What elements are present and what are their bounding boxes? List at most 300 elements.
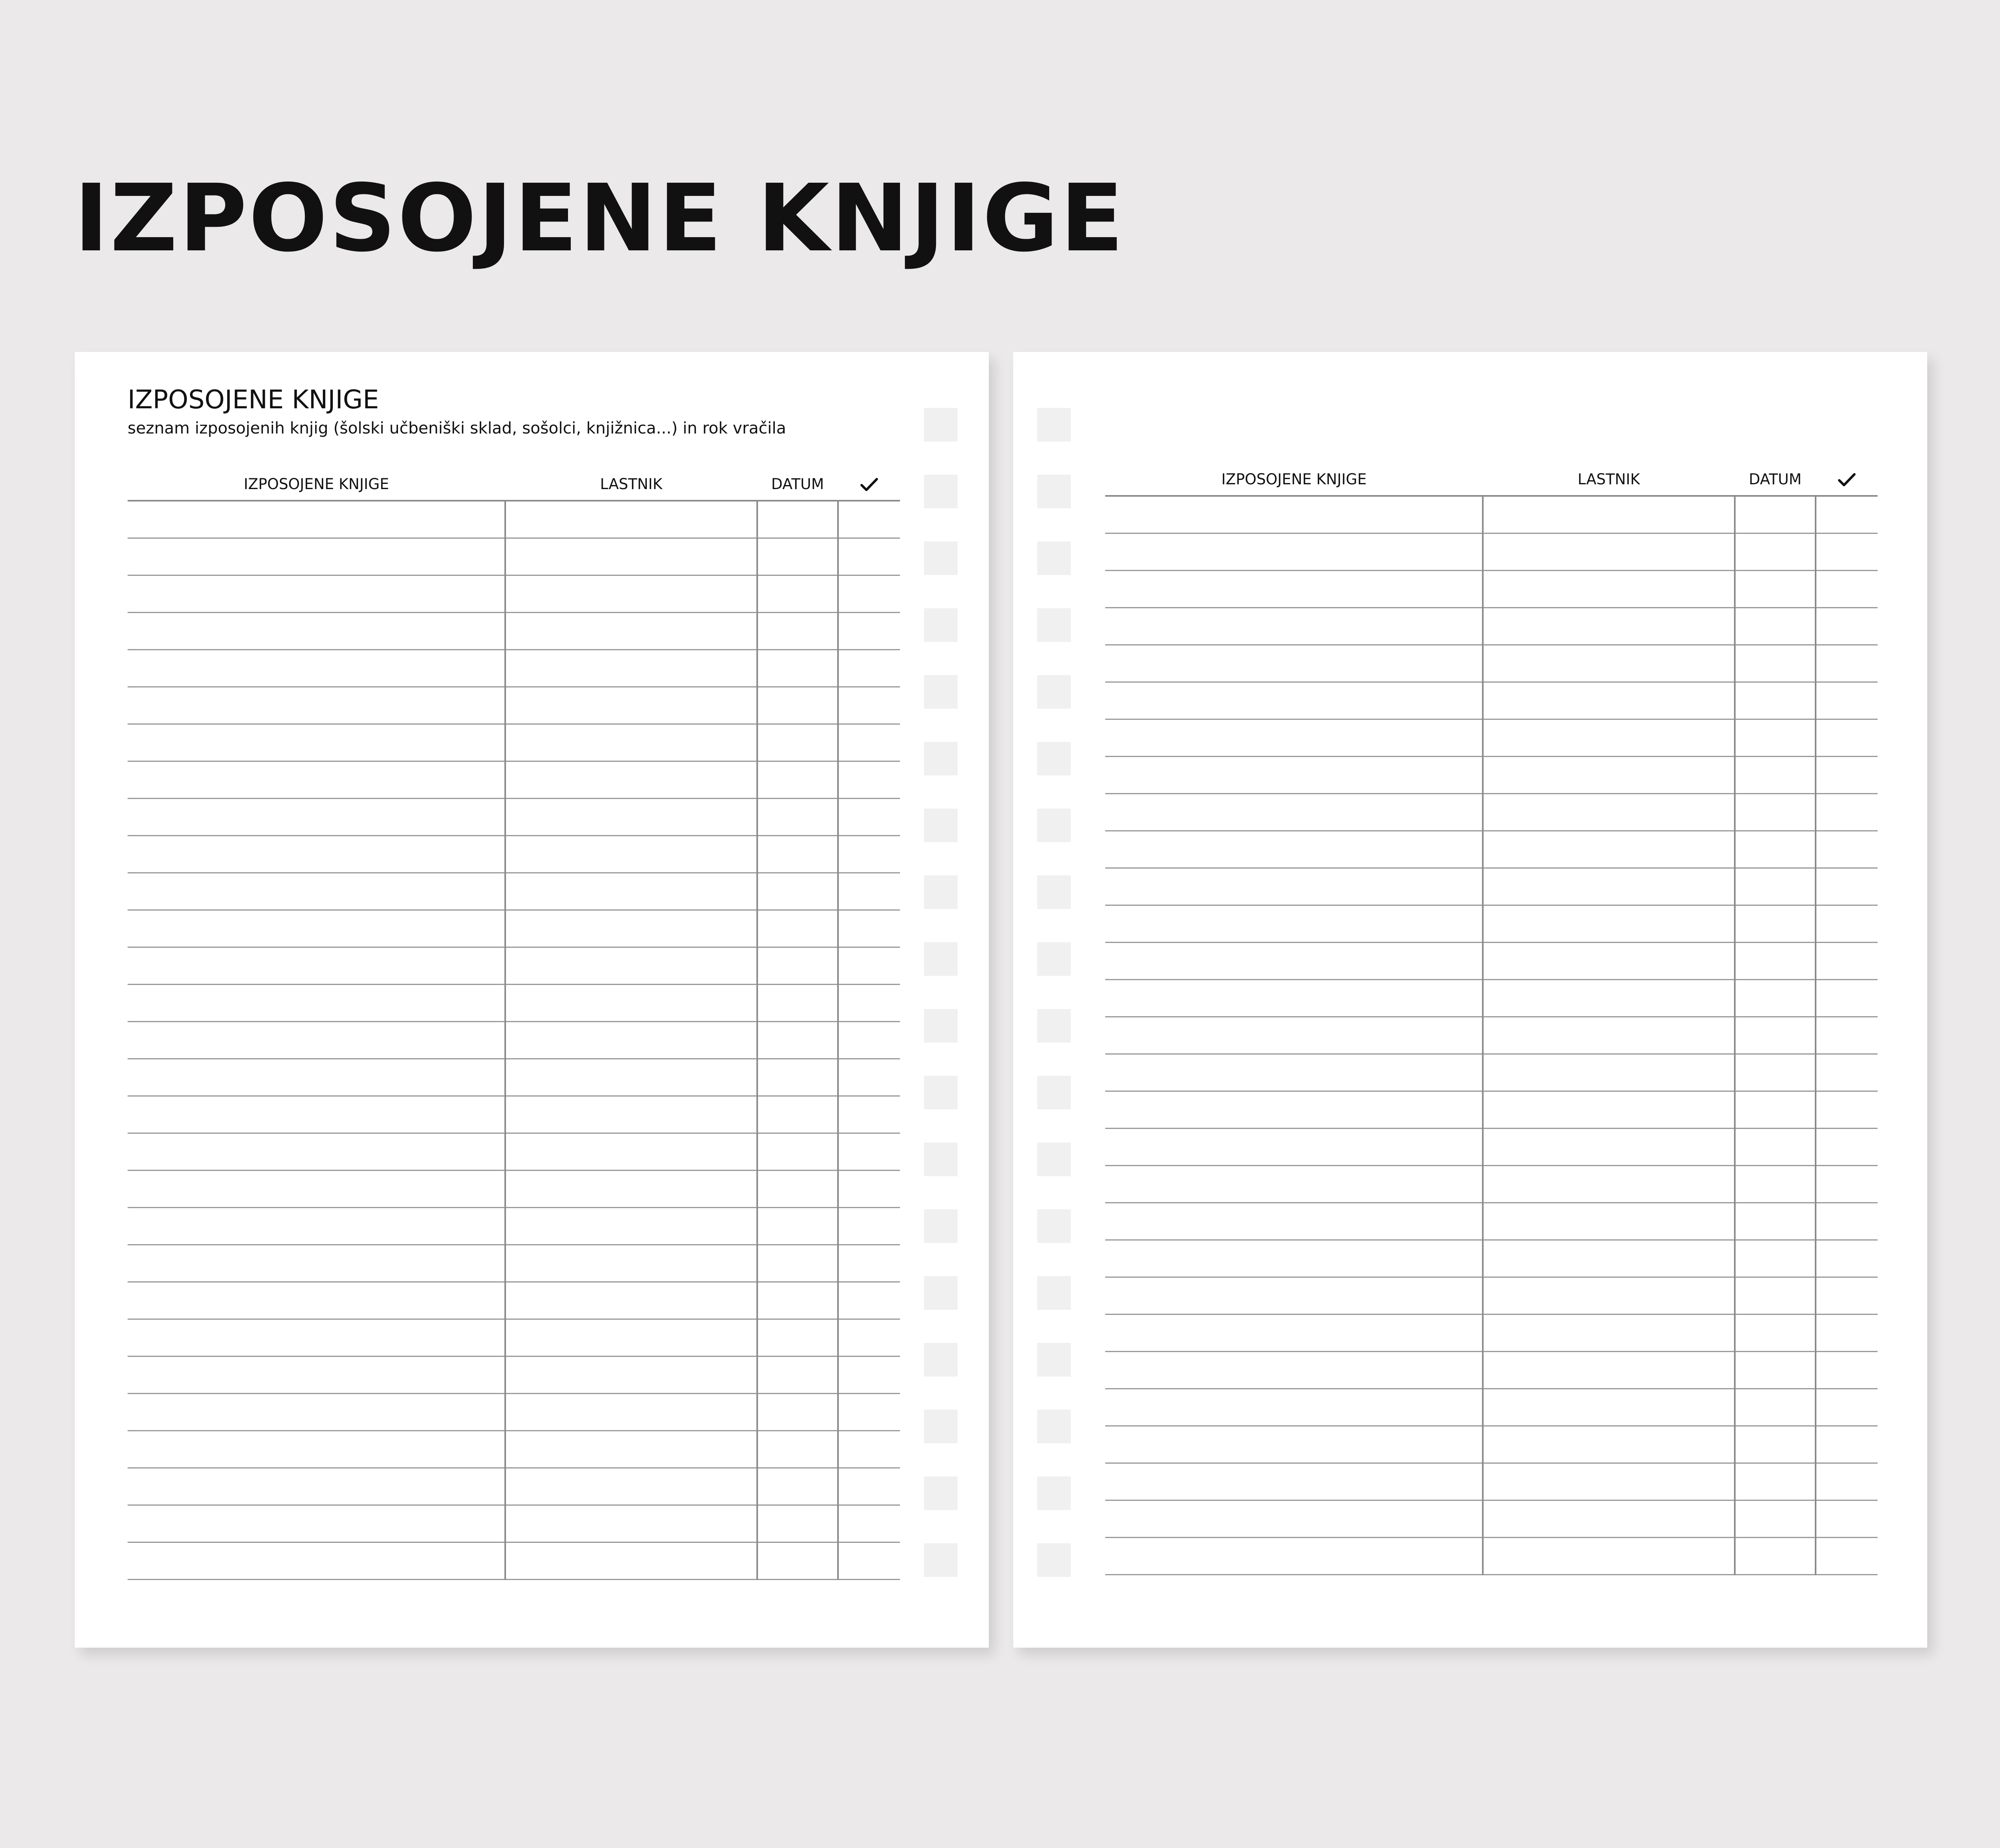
table-row [128, 761, 900, 799]
cell-date[interactable] [1735, 1538, 1816, 1575]
cell-returned[interactable] [1816, 571, 1878, 608]
cell-returned[interactable] [838, 985, 900, 1022]
cell-owner[interactable] [1483, 645, 1735, 682]
cell-book[interactable] [1105, 1538, 1483, 1575]
cell-date[interactable] [1735, 1017, 1816, 1054]
table-header-row [1105, 463, 1878, 496]
cell-owner[interactable] [505, 1059, 757, 1096]
cell-book[interactable] [1105, 1240, 1483, 1277]
cell-book[interactable] [128, 1394, 505, 1431]
cell-book[interactable] [128, 1133, 505, 1171]
cell-book[interactable] [128, 873, 505, 910]
cell-owner[interactable] [505, 613, 757, 650]
cell-date[interactable] [1735, 1166, 1816, 1203]
cell-returned[interactable] [838, 1171, 900, 1208]
cell-owner[interactable] [1483, 1277, 1735, 1315]
cell-returned[interactable] [1816, 1240, 1878, 1277]
cell-owner[interactable] [1483, 943, 1735, 980]
cell-returned[interactable] [838, 1022, 900, 1059]
cell-date[interactable] [757, 1468, 838, 1505]
cell-owner[interactable] [505, 650, 757, 687]
cell-date[interactable] [1735, 645, 1816, 682]
cell-returned[interactable] [1816, 1463, 1878, 1500]
cell-owner[interactable] [1483, 1017, 1735, 1054]
cell-owner[interactable] [1483, 831, 1735, 868]
borrowed-books-table [1105, 463, 1878, 1575]
side-tab[interactable] [1037, 809, 1071, 842]
cell-date[interactable] [1735, 831, 1816, 868]
cell-owner[interactable] [505, 1022, 757, 1059]
cell-book[interactable] [128, 1505, 505, 1542]
side-tab[interactable] [924, 809, 958, 842]
cell-returned[interactable] [1816, 1426, 1878, 1463]
side-tab[interactable] [1037, 1076, 1071, 1109]
cell-returned[interactable] [1816, 1315, 1878, 1352]
cell-date[interactable] [1735, 868, 1816, 905]
cell-owner[interactable] [1483, 1500, 1735, 1538]
cell-owner[interactable] [1483, 1203, 1735, 1240]
left-page [75, 352, 989, 1648]
cell-date[interactable] [757, 1133, 838, 1171]
cell-returned[interactable] [838, 1282, 900, 1319]
side-tab[interactable] [1037, 541, 1071, 575]
cell-returned[interactable] [838, 910, 900, 947]
cell-date[interactable] [757, 947, 838, 985]
cell-book[interactable] [128, 761, 505, 799]
cell-book[interactable] [128, 799, 505, 836]
cell-returned[interactable] [838, 873, 900, 910]
cell-book[interactable] [1105, 682, 1483, 719]
cell-book[interactable] [1105, 1352, 1483, 1389]
cell-date[interactable] [757, 1282, 838, 1319]
cell-returned[interactable] [1816, 1203, 1878, 1240]
table-row [128, 1357, 900, 1394]
cell-owner[interactable] [1483, 1463, 1735, 1500]
cell-owner[interactable] [505, 1319, 757, 1357]
cell-date[interactable] [1735, 1463, 1816, 1500]
cell-book[interactable] [1105, 496, 1483, 533]
cell-returned[interactable] [838, 538, 900, 575]
cell-returned[interactable] [1816, 757, 1878, 794]
table-row [1105, 1203, 1878, 1240]
side-tab[interactable] [1037, 1410, 1071, 1443]
cell-date[interactable] [1735, 1500, 1816, 1538]
cell-date[interactable] [757, 1431, 838, 1468]
cell-book[interactable] [128, 650, 505, 687]
cell-returned[interactable] [838, 687, 900, 724]
cell-book[interactable] [128, 1282, 505, 1319]
cell-book[interactable] [128, 1468, 505, 1505]
cell-returned[interactable] [838, 836, 900, 873]
cell-owner[interactable] [1483, 608, 1735, 645]
cell-returned[interactable] [1816, 1129, 1878, 1166]
cell-book[interactable] [128, 1319, 505, 1357]
cell-returned[interactable] [838, 1245, 900, 1282]
side-tab[interactable] [924, 541, 958, 575]
cell-date[interactable] [1735, 980, 1816, 1017]
cell-owner[interactable] [1483, 533, 1735, 571]
side-tab[interactable] [1037, 1543, 1071, 1577]
cell-book[interactable] [128, 1357, 505, 1394]
cell-book[interactable] [128, 1022, 505, 1059]
cell-date[interactable] [1735, 719, 1816, 757]
cell-owner[interactable] [1483, 1129, 1735, 1166]
cell-book[interactable] [1105, 1166, 1483, 1203]
side-tab[interactable] [1037, 1343, 1071, 1377]
cell-book[interactable] [128, 1096, 505, 1133]
cell-returned[interactable] [838, 1468, 900, 1505]
cell-owner[interactable] [505, 1394, 757, 1431]
table-row [1105, 1017, 1878, 1054]
cell-returned[interactable] [838, 724, 900, 761]
cell-returned[interactable] [1816, 1538, 1878, 1575]
cell-date[interactable] [1735, 1054, 1816, 1091]
cell-returned[interactable] [1816, 905, 1878, 943]
cell-date[interactable] [757, 1357, 838, 1394]
side-tab[interactable] [924, 475, 958, 508]
cell-book[interactable] [1105, 1426, 1483, 1463]
cell-returned[interactable] [1816, 1500, 1878, 1538]
column-header-date: DATUM [1735, 463, 1816, 496]
cell-book[interactable] [1105, 571, 1483, 608]
table-row [128, 724, 900, 761]
cell-returned[interactable] [1816, 1389, 1878, 1426]
cell-owner[interactable] [505, 501, 757, 538]
cell-date[interactable] [757, 1171, 838, 1208]
table-row [128, 1542, 900, 1580]
cell-book[interactable] [1105, 1091, 1483, 1129]
cell-book[interactable] [128, 910, 505, 947]
cell-date[interactable] [757, 985, 838, 1022]
cell-date[interactable] [1735, 1091, 1816, 1129]
table-row [1105, 1463, 1878, 1500]
cell-owner[interactable] [1483, 719, 1735, 757]
side-tab[interactable] [924, 1476, 958, 1510]
cell-owner[interactable] [1483, 571, 1735, 608]
table-row [1105, 533, 1878, 571]
side-tab[interactable] [1037, 1476, 1071, 1510]
cell-owner[interactable] [505, 1171, 757, 1208]
cell-book[interactable] [1105, 794, 1483, 831]
cell-date[interactable] [757, 613, 838, 650]
cell-returned[interactable] [1816, 1054, 1878, 1091]
cell-returned[interactable] [838, 1431, 900, 1468]
side-tab[interactable] [924, 742, 958, 775]
table-row [1105, 608, 1878, 645]
cell-date[interactable] [1735, 1240, 1816, 1277]
cell-returned[interactable] [838, 1394, 900, 1431]
cell-book[interactable] [1105, 757, 1483, 794]
cell-book[interactable] [1105, 1277, 1483, 1315]
cell-book[interactable] [1105, 608, 1483, 645]
cell-returned[interactable] [1816, 645, 1878, 682]
cell-returned[interactable] [1816, 980, 1878, 1017]
cell-book[interactable] [128, 687, 505, 724]
cell-returned[interactable] [838, 575, 900, 613]
cell-returned[interactable] [838, 799, 900, 836]
cell-book[interactable] [128, 1059, 505, 1096]
cell-returned[interactable] [838, 761, 900, 799]
cell-owner[interactable] [1483, 1389, 1735, 1426]
table-row [128, 910, 900, 947]
side-tab[interactable] [924, 1276, 958, 1310]
cell-book[interactable] [1105, 831, 1483, 868]
cell-owner[interactable] [505, 1505, 757, 1542]
cell-returned[interactable] [1816, 794, 1878, 831]
cell-owner[interactable] [505, 1133, 757, 1171]
side-tab[interactable] [924, 675, 958, 709]
column-header-date: DATUM [757, 468, 838, 501]
tab-strip [924, 408, 958, 1610]
table-row [1105, 1352, 1878, 1389]
cell-date[interactable] [1735, 1277, 1816, 1315]
cell-returned[interactable] [838, 613, 900, 650]
cell-book[interactable] [128, 1245, 505, 1282]
cell-date[interactable] [757, 910, 838, 947]
table-row [128, 1059, 900, 1096]
cell-book[interactable] [1105, 980, 1483, 1017]
side-tab[interactable] [1037, 942, 1071, 976]
cell-returned[interactable] [1816, 1091, 1878, 1129]
cell-book[interactable] [1105, 1500, 1483, 1538]
cell-owner[interactable] [505, 985, 757, 1022]
cell-date[interactable] [757, 761, 838, 799]
cell-date[interactable] [757, 1022, 838, 1059]
cell-book[interactable] [128, 1171, 505, 1208]
cell-owner[interactable] [505, 1431, 757, 1468]
cell-book[interactable] [128, 1431, 505, 1468]
table-row [1105, 1389, 1878, 1426]
cell-returned[interactable] [1816, 831, 1878, 868]
cell-owner[interactable] [1483, 1091, 1735, 1129]
cell-owner[interactable] [505, 1357, 757, 1394]
cell-returned[interactable] [838, 1133, 900, 1171]
cell-date[interactable] [757, 650, 838, 687]
cell-returned[interactable] [838, 947, 900, 985]
table-row [128, 687, 900, 724]
cell-date[interactable] [757, 836, 838, 873]
cell-owner[interactable] [505, 799, 757, 836]
cell-date[interactable] [757, 1319, 838, 1357]
column-header-books: IZPOSOJENE KNJIGE [128, 468, 505, 501]
side-tab[interactable] [924, 1009, 958, 1043]
cell-date[interactable] [1735, 943, 1816, 980]
cell-book[interactable] [1105, 1054, 1483, 1091]
cell-book[interactable] [128, 538, 505, 575]
cell-date[interactable] [757, 1542, 838, 1580]
cell-date[interactable] [1735, 1352, 1816, 1389]
cell-returned[interactable] [1816, 1017, 1878, 1054]
cell-owner[interactable] [1483, 1240, 1735, 1277]
cell-book[interactable] [128, 985, 505, 1022]
cell-returned[interactable] [1816, 496, 1878, 533]
side-tab[interactable] [1037, 1009, 1071, 1043]
cell-date[interactable] [757, 799, 838, 836]
cell-date[interactable] [757, 1208, 838, 1245]
cell-book[interactable] [1105, 943, 1483, 980]
cell-owner[interactable] [505, 836, 757, 873]
cell-date[interactable] [757, 1096, 838, 1133]
side-tab[interactable] [924, 1076, 958, 1109]
cell-owner[interactable] [1483, 868, 1735, 905]
cell-owner[interactable] [505, 1542, 757, 1580]
cell-date[interactable] [757, 724, 838, 761]
side-tab[interactable] [1037, 475, 1071, 508]
cell-book[interactable] [1105, 905, 1483, 943]
cell-returned[interactable] [1816, 1277, 1878, 1315]
side-tab[interactable] [924, 608, 958, 642]
hero-title: IZPOSOJENE KNJIGE [74, 164, 1125, 272]
cell-book[interactable] [128, 1542, 505, 1580]
cell-returned[interactable] [1816, 682, 1878, 719]
cell-date[interactable] [1735, 1315, 1816, 1352]
cell-date[interactable] [757, 1245, 838, 1282]
cell-book[interactable] [1105, 533, 1483, 571]
cell-owner[interactable] [505, 873, 757, 910]
cell-returned[interactable] [838, 1059, 900, 1096]
side-tab[interactable] [924, 1143, 958, 1176]
cell-owner[interactable] [1483, 1054, 1735, 1091]
side-tab[interactable] [1037, 675, 1071, 709]
cell-owner[interactable] [1483, 1352, 1735, 1389]
cell-owner[interactable] [505, 910, 757, 947]
cell-owner[interactable] [505, 687, 757, 724]
cell-book[interactable] [1105, 1129, 1483, 1166]
check-icon [1838, 472, 1856, 488]
side-tab[interactable] [1037, 742, 1071, 775]
side-tab[interactable] [1037, 608, 1071, 642]
cell-date[interactable] [757, 1394, 838, 1431]
cell-returned[interactable] [838, 650, 900, 687]
cell-date[interactable] [1735, 1129, 1816, 1166]
side-tab[interactable] [1037, 875, 1071, 909]
cell-book[interactable] [1105, 1315, 1483, 1352]
cell-book[interactable] [128, 1208, 505, 1245]
cell-date[interactable] [1735, 1426, 1816, 1463]
cell-date[interactable] [1735, 757, 1816, 794]
side-tab[interactable] [1037, 408, 1071, 442]
table-row [128, 1282, 900, 1319]
cell-book[interactable] [128, 947, 505, 985]
side-tab[interactable] [924, 1209, 958, 1243]
cell-returned[interactable] [1816, 533, 1878, 571]
side-tab[interactable] [924, 1343, 958, 1377]
cell-returned[interactable] [838, 1096, 900, 1133]
cell-date[interactable] [1735, 1389, 1816, 1426]
cell-owner[interactable] [505, 1208, 757, 1245]
cell-book[interactable] [128, 836, 505, 873]
cell-owner[interactable] [505, 1282, 757, 1319]
cell-date[interactable] [757, 1505, 838, 1542]
cell-owner[interactable] [1483, 794, 1735, 831]
side-tab[interactable] [924, 942, 958, 976]
cell-owner[interactable] [505, 947, 757, 985]
cell-book[interactable] [1105, 1389, 1483, 1426]
cell-owner[interactable] [505, 1468, 757, 1505]
cell-owner[interactable] [505, 1245, 757, 1282]
cell-date[interactable] [1735, 533, 1816, 571]
cell-book[interactable] [128, 575, 505, 613]
cell-returned[interactable] [838, 1505, 900, 1542]
cell-returned[interactable] [1816, 868, 1878, 905]
table-row [1105, 1166, 1878, 1203]
cell-book[interactable] [1105, 645, 1483, 682]
cell-owner[interactable] [1483, 757, 1735, 794]
cell-book[interactable] [1105, 1017, 1483, 1054]
side-tab[interactable] [1037, 1276, 1071, 1310]
side-tab[interactable] [1037, 1209, 1071, 1243]
cell-owner[interactable] [1483, 1315, 1735, 1352]
cell-owner[interactable] [505, 1096, 757, 1133]
cell-returned[interactable] [1816, 943, 1878, 980]
side-tab[interactable] [1037, 1143, 1071, 1176]
cell-returned[interactable] [838, 1542, 900, 1580]
cell-owner[interactable] [1483, 496, 1735, 533]
cell-owner[interactable] [505, 538, 757, 575]
cell-book[interactable] [1105, 1203, 1483, 1240]
cell-owner[interactable] [505, 761, 757, 799]
side-tab[interactable] [924, 875, 958, 909]
table-row [1105, 980, 1878, 1017]
cell-date[interactable] [757, 501, 838, 538]
cell-returned[interactable] [1816, 719, 1878, 757]
cell-date[interactable] [1735, 682, 1816, 719]
cell-date[interactable] [757, 687, 838, 724]
table-row [1105, 794, 1878, 831]
table-row [1105, 1538, 1878, 1575]
table-row [128, 1022, 900, 1059]
cell-owner[interactable] [1483, 1166, 1735, 1203]
cell-owner[interactable] [1483, 1538, 1735, 1575]
cell-date[interactable] [1735, 905, 1816, 943]
cell-book[interactable] [1105, 868, 1483, 905]
cell-owner[interactable] [505, 724, 757, 761]
cell-date[interactable] [1735, 1203, 1816, 1240]
table-row [1105, 1500, 1878, 1538]
cell-returned[interactable] [1816, 1352, 1878, 1389]
side-tab[interactable] [924, 408, 958, 442]
cell-book[interactable] [1105, 1463, 1483, 1500]
cell-date[interactable] [1735, 608, 1816, 645]
cell-owner[interactable] [1483, 905, 1735, 943]
side-tab[interactable] [924, 1410, 958, 1443]
cell-owner[interactable] [1483, 1426, 1735, 1463]
cell-returned[interactable] [838, 1319, 900, 1357]
cell-owner[interactable] [505, 575, 757, 613]
cell-returned[interactable] [1816, 1166, 1878, 1203]
table-row [128, 1468, 900, 1505]
cell-returned[interactable] [1816, 608, 1878, 645]
cell-returned[interactable] [838, 1208, 900, 1245]
cell-book[interactable] [128, 613, 505, 650]
cell-date[interactable] [1735, 571, 1816, 608]
cell-date[interactable] [1735, 496, 1816, 533]
cell-book[interactable] [128, 724, 505, 761]
cell-date[interactable] [1735, 794, 1816, 831]
cell-date[interactable] [757, 1059, 838, 1096]
cell-date[interactable] [757, 575, 838, 613]
cell-owner[interactable] [1483, 980, 1735, 1017]
cell-owner[interactable] [1483, 682, 1735, 719]
cell-date[interactable] [757, 538, 838, 575]
side-tab[interactable] [924, 1543, 958, 1577]
borrowed-books-table [128, 468, 900, 1580]
cell-returned[interactable] [838, 501, 900, 538]
cell-book[interactable] [128, 501, 505, 538]
cell-returned[interactable] [838, 1357, 900, 1394]
cell-book[interactable] [1105, 719, 1483, 757]
cell-date[interactable] [757, 873, 838, 910]
